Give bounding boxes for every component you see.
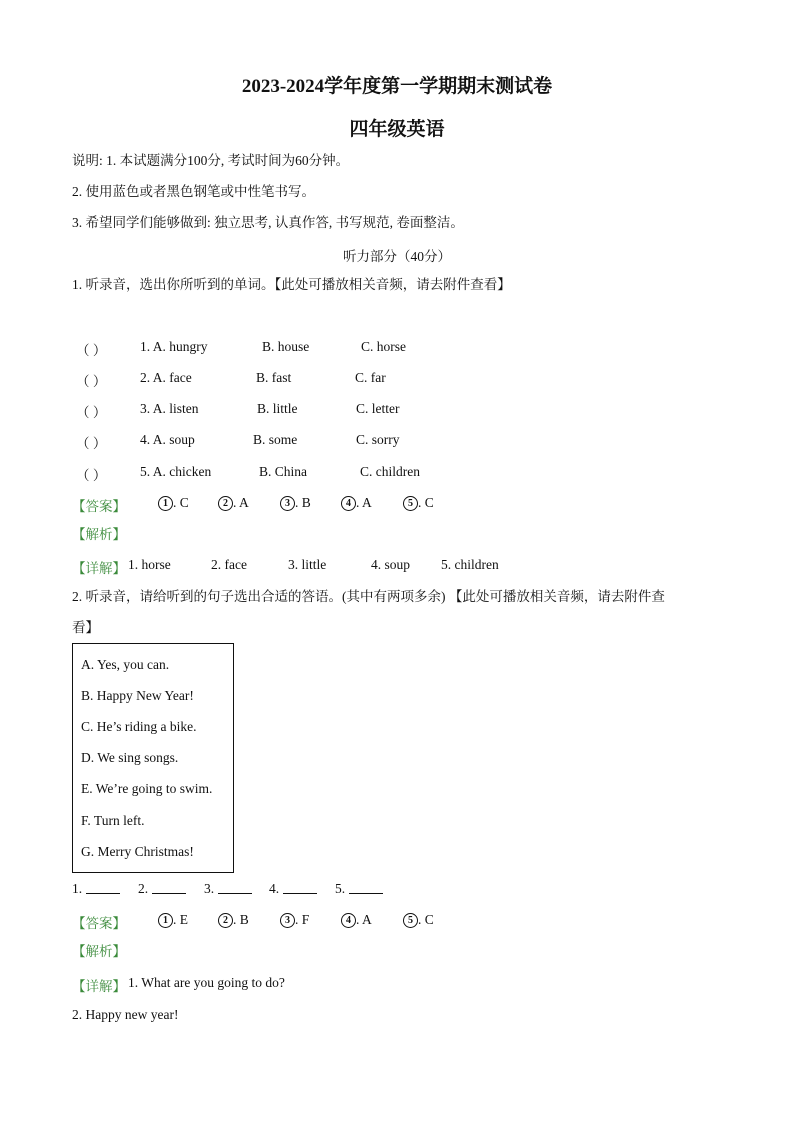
option-item: B. Happy New Year! (81, 688, 194, 703)
option-item: G. Merry Christmas! (81, 844, 194, 859)
answer-item: 2 . A (218, 495, 249, 511)
detail-item: 2. Happy new year! (72, 1007, 179, 1022)
detail-item: 3. little (288, 557, 327, 572)
question-2-prompt-cont: 看】 (72, 620, 99, 635)
option-b: B. little (257, 401, 298, 416)
section-title: 听力部分（40分） (343, 249, 451, 264)
answer-bracket[interactable]: （ ） (76, 374, 107, 389)
detail-item: 1. What are you going to do? (128, 975, 285, 990)
answer-item: 3 . B (280, 495, 311, 511)
option-item: E. We’re going to swim. (81, 781, 213, 796)
option-a: 4. A. soup (140, 432, 195, 447)
options-box (72, 643, 234, 873)
answer-item: 1 . C (158, 495, 189, 511)
option-c: C. sorry (356, 432, 400, 447)
option-a: 2. A. face (140, 370, 192, 385)
detail-label: 【详解】 (72, 979, 126, 994)
detail-item: 4. soup (371, 557, 411, 572)
answer-item: 1 . E (158, 912, 188, 928)
page-subtitle: 四年级英语 (349, 119, 445, 140)
answer-bracket[interactable]: （ ） (76, 343, 107, 358)
option-b: B. fast (256, 370, 292, 385)
detail-item: 5. children (441, 557, 499, 572)
option-a: 1. A. hungry (140, 339, 208, 354)
answer-item: 5 . C (403, 495, 434, 511)
answer-label: 【答案】 (72, 499, 126, 514)
question-1-prompt: 1. 听录音，选出你所听到的单词。【此处可播放相关音频，请去附件查看】 (72, 277, 511, 292)
answer-bracket[interactable]: （ ） (76, 436, 107, 451)
option-a: 5. A. chicken (140, 464, 212, 479)
option-item: A. Yes, you can. (81, 657, 170, 672)
instruction-line: 2. 使用蓝色或者黑色钢笔或中性笔书写。 (72, 184, 315, 199)
option-c: C. letter (356, 401, 400, 416)
page-title: 2023-2024学年度第一学期期末测试卷 (241, 76, 553, 97)
answer-bracket[interactable]: （ ） (76, 468, 107, 483)
option-b: B. some (253, 432, 298, 447)
question-2-prompt: 2. 听录音，请给听到的句子选出合适的答语。(其中有两项多余) 【此处可播放相关音频，请去附件查 (72, 589, 665, 604)
detail-label: 【详解】 (72, 561, 126, 576)
option-c: C. far (355, 370, 386, 385)
answer-blank[interactable]: 4. (269, 881, 317, 897)
option-c: C. horse (361, 339, 406, 354)
option-item: C. He’s riding a bike. (81, 719, 197, 734)
option-a: 3. A. listen (140, 401, 199, 416)
analysis-label: 【解析】 (72, 944, 126, 959)
answer-item: 5 . C (403, 912, 434, 928)
detail-item: 2. face (211, 557, 247, 572)
option-c: C. children (360, 464, 420, 479)
instruction-line: 说明: 1. 本试题满分100分, 考试时间为60分钟。 (72, 153, 350, 168)
answer-bracket[interactable]: （ ） (76, 405, 107, 420)
answer-item: 3 . F (280, 912, 309, 928)
instruction-line: 3. 希望同学们能够做到: 独立思考, 认真作答, 书写规范, 卷面整洁。 (72, 215, 464, 230)
analysis-label: 【解析】 (72, 527, 126, 542)
answer-blank[interactable]: 2. (138, 881, 186, 897)
option-item: D. We sing songs. (81, 750, 179, 765)
answer-label: 【答案】 (72, 916, 126, 931)
answer-item: 4 . A (341, 495, 372, 511)
answer-blank[interactable]: 1. (72, 881, 120, 897)
option-b: B. China (259, 464, 308, 479)
answer-blank[interactable]: 3. (204, 881, 252, 897)
answer-blank[interactable]: 5. (335, 881, 383, 897)
answer-item: 4 . A (341, 912, 372, 928)
detail-item: 1. horse (128, 557, 171, 572)
answer-item: 2 . B (218, 912, 249, 928)
option-item: F. Turn left. (81, 813, 145, 828)
option-b: B. house (262, 339, 310, 354)
